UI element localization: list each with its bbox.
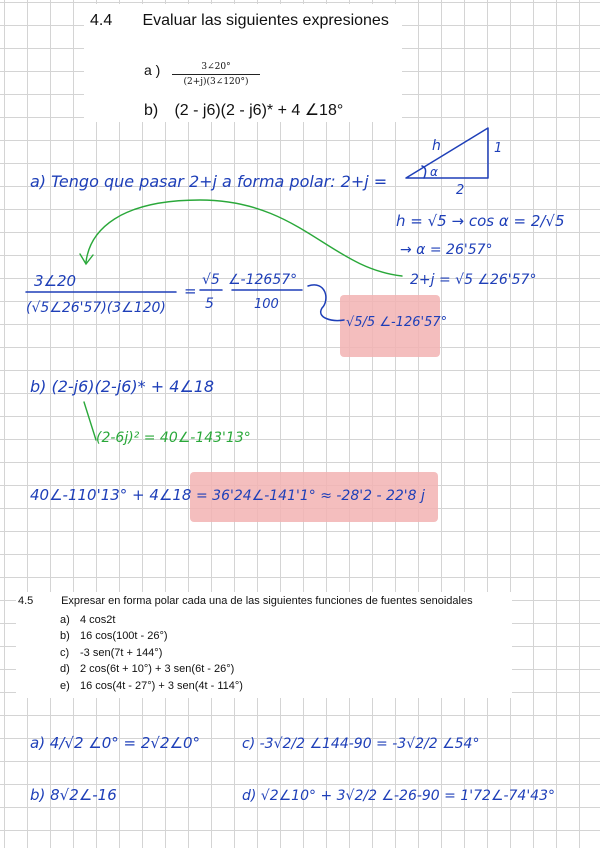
item-text: 4 cos2t [80, 614, 116, 626]
a-lhs-denominator: (√5∠26'57)(3∠120) [26, 300, 166, 316]
fraction-numerator: 3∠20° [201, 62, 231, 72]
function-list [60, 612, 243, 694]
problem-number: 4.4 [90, 12, 113, 29]
green-pointer-icon [84, 402, 96, 440]
b-result: = 36'24∠-141'1° ≈ -28'2 - 22'8 j [196, 488, 425, 504]
list-item [60, 612, 243, 628]
item-label: b) [60, 630, 70, 643]
triangle-icon [406, 128, 488, 178]
a-intro-text: a) Tengo que pasar 2+j a forma polar: 2+j = [30, 172, 388, 191]
b-line-2: 40∠-110'13° + 4∠18 [30, 486, 192, 504]
item-label: e) [60, 679, 70, 692]
a-result: √5/5 ∠-126'57° [346, 315, 448, 330]
a-lhs-numerator: 3∠20 [34, 272, 77, 290]
substitution-arrow [86, 200, 402, 276]
triangle-alpha-label: α [430, 165, 438, 179]
triangle-side-2: 2 [456, 183, 465, 198]
item-text: 16 cos(100t - 26°) [80, 630, 168, 643]
answer-b: b) 8√2∠-16 [30, 786, 117, 804]
a-mid-angle-numerator: ∠-12657° [228, 272, 298, 288]
answer-a: a) 4/√2 ∠0° = 2√2∠0° [30, 734, 201, 752]
list-item [60, 645, 243, 661]
polar-line: 2+j = √5 ∠26'57° [410, 272, 537, 288]
a-mid-angle-denominator: 100 [254, 297, 279, 312]
a-mid-denominator: 5 [205, 296, 214, 312]
item-text: 2 cos(6t + 10°) + 3 sen(6t - 26°) [80, 663, 235, 676]
b-line: b) (2-j6)(2-j6)* + 4∠18 [30, 377, 215, 396]
h-line: h = √5 → cos α = 2/√5 [396, 212, 565, 230]
triangle-side-1: 1 [494, 141, 503, 156]
fraction-denominator: (2+j)(3∠120°) [183, 77, 249, 87]
triangle-h-label: h [432, 138, 441, 154]
item-label: d) [60, 663, 70, 676]
problem-4-5-card [16, 592, 512, 698]
list-item [60, 678, 243, 694]
item-label: a) [60, 614, 70, 626]
alpha-line: → α = 26'57° [400, 242, 493, 258]
problem-4-5-heading [18, 595, 473, 607]
problem-title: Expresar en forma polar cada una de las siguientes funciones de fuentes senoidales [61, 595, 473, 607]
problem-title: Evaluar las siguientes expresiones [142, 12, 389, 29]
b-substitution: (2-6j)² = 40∠-143'13° [96, 430, 251, 446]
item-b-label: b) [144, 102, 159, 119]
item-text: 16 cos(4t - 27°) + 3 sen(4t - 114°) [80, 679, 243, 692]
list-item [60, 628, 243, 644]
problem-number: 4.5 [18, 595, 34, 607]
answer-c: c) -3√2/2 ∠144-90 = -3√2/2 ∠54° [242, 736, 480, 752]
item-b-expression: (2 - j6)(2 - j6)* + 4 ∠18° [174, 102, 344, 119]
a-mid-numerator: √5 [202, 272, 220, 288]
curved-arrow-icon [308, 285, 344, 321]
item-text: -3 sen(7t + 144°) [80, 646, 163, 659]
item-label: c) [60, 646, 70, 659]
list-item [60, 661, 243, 677]
equals-sign: = [184, 282, 197, 300]
item-a-label: a ) [144, 62, 161, 78]
answer-d: d) √2∠10° + 3√2/2 ∠-26-90 = 1'72∠-74'43° [242, 788, 555, 804]
